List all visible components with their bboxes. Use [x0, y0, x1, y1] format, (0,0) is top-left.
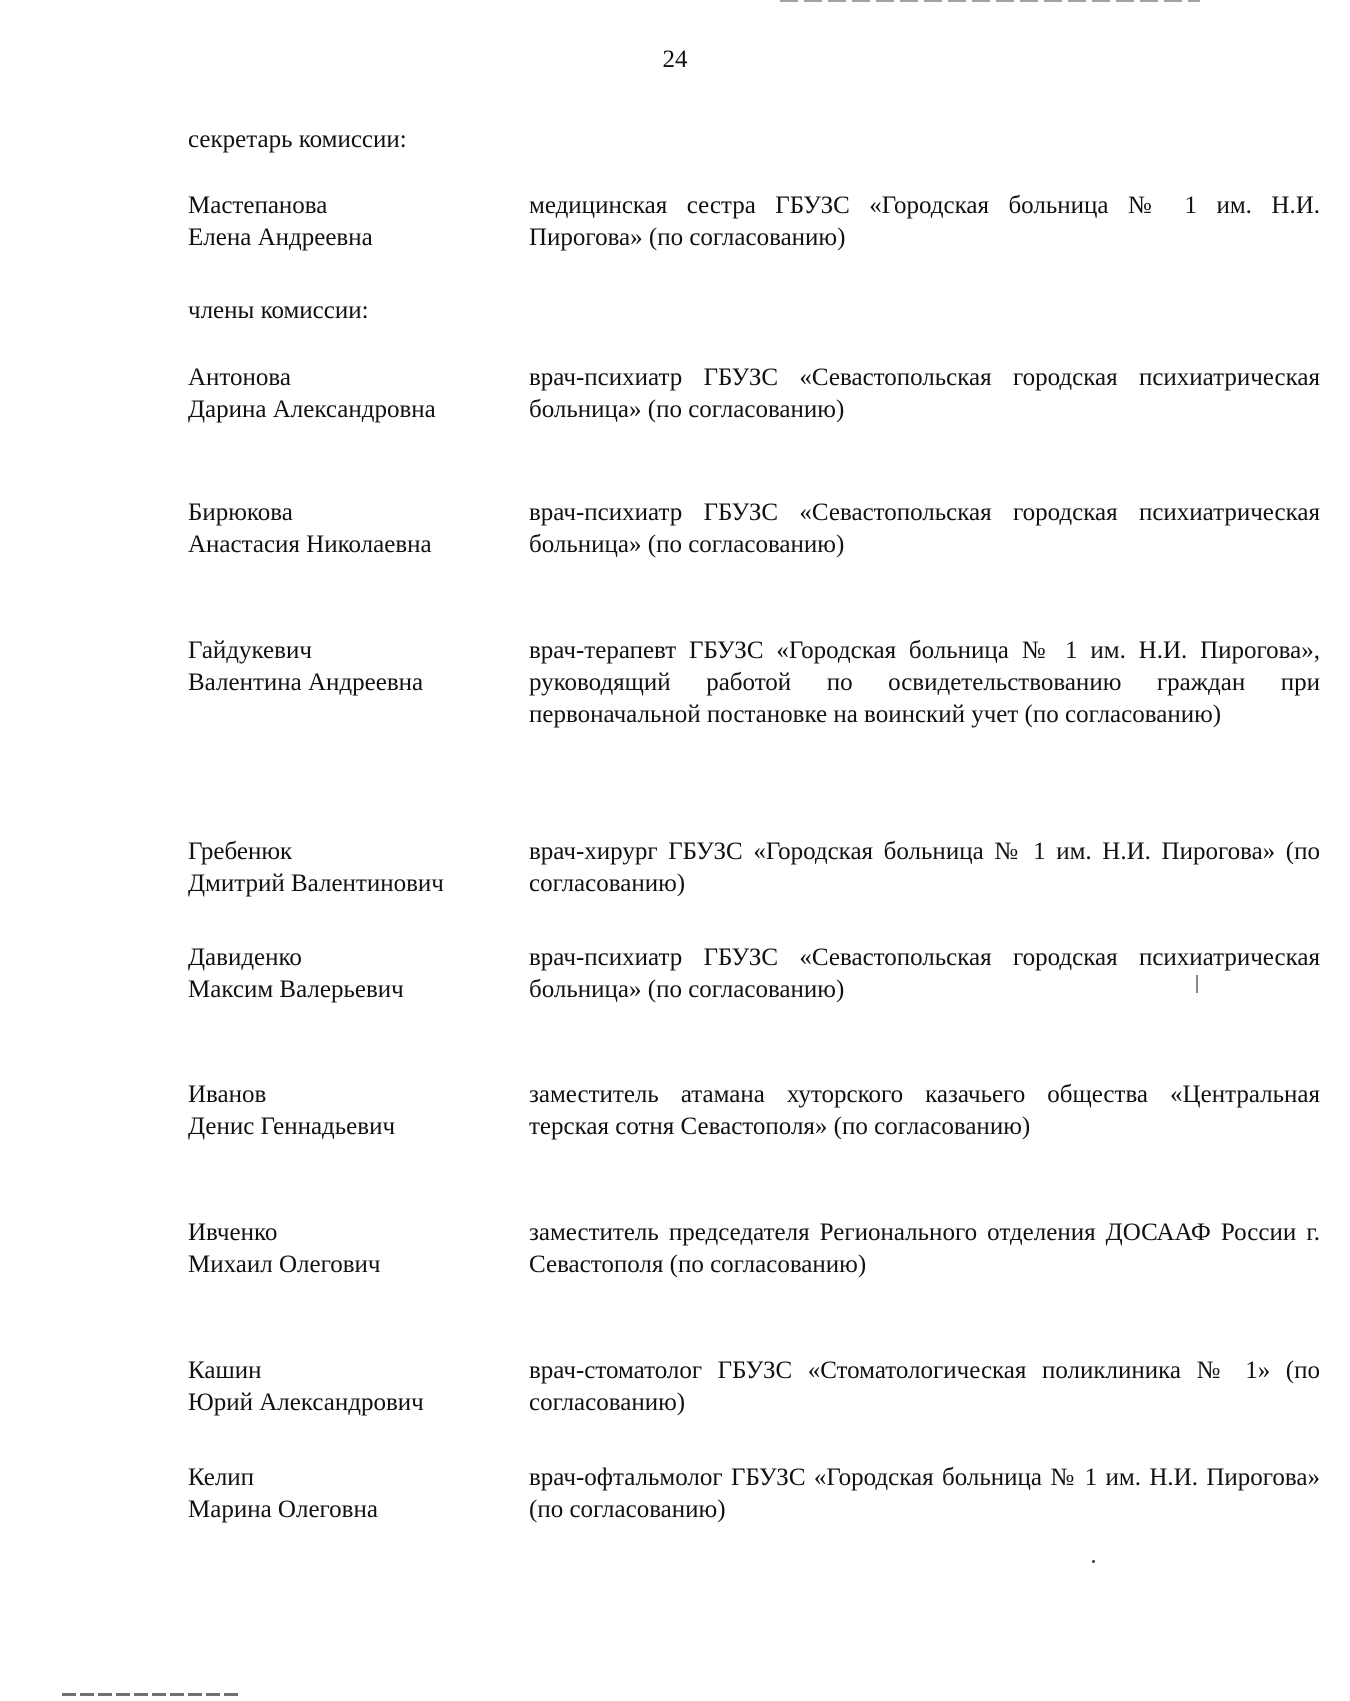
member-given-names: Валентина Андреевна: [188, 669, 424, 696]
member-given-names: Михаил Олегович: [188, 1251, 381, 1278]
member-name: [188, 190, 508, 254]
members-heading: члены комиссии:: [188, 297, 369, 324]
member-surname: Иванов: [188, 1081, 267, 1108]
member-name: [188, 1217, 508, 1281]
member-name: [188, 1462, 508, 1526]
member-name: [188, 942, 508, 1006]
member-surname: Кашин: [188, 1357, 262, 1384]
secretary-heading: секретарь комиссии:: [188, 126, 407, 153]
scan-edge-mark: [1196, 975, 1198, 993]
member-role: медицинская сестра ГБУЗС «Городская больница № 1 им. Н.И. Пирогова» (по согласованию): [529, 192, 1320, 251]
member-role: врач-психиатр ГБУЗС «Севастопольская городская психиатрическая больница» (по согласованию): [529, 499, 1320, 558]
member-given-names: Анастасия Николаевна: [188, 531, 432, 558]
member-role: врач-хирург ГБУЗС «Городская больница № 1 им. Н.И. Пирогова» (по согласованию): [529, 838, 1320, 897]
member-given-names: Денис Геннадьевич: [188, 1113, 396, 1140]
member-given-names: Юрий Александрович: [188, 1389, 424, 1416]
member-name: [188, 497, 508, 561]
member-surname: Гребенюк: [188, 838, 293, 865]
member-surname: Гайдукевич: [188, 637, 312, 664]
member-role: заместитель атамана хуторского казачьего общества «Центральная терская сотня Севастополя» (по согласованию): [529, 1081, 1320, 1140]
member-given-names: Марина Олеговна: [188, 1496, 378, 1523]
member-surname: Мастепанова: [188, 192, 328, 219]
member-role: врач-психиатр ГБУЗС «Севастопольская городская психиатрическая больница» (по согласованию): [529, 364, 1320, 423]
member-given-names: Дарина Александровна: [188, 396, 436, 423]
member-name: [188, 1079, 508, 1143]
member-role: врач-офтальмолог ГБУЗС «Городская больница № 1 им. Н.И. Пирогова» (по согласованию): [529, 1464, 1320, 1523]
member-surname: Бирюкова: [188, 499, 293, 526]
member-role: врач-психиатр ГБУЗС «Севастопольская городская психиатрическая больница» (по согласованию): [529, 944, 1320, 1003]
member-given-names: Дмитрий Валентинович: [188, 870, 444, 897]
scan-speck: [1092, 1560, 1095, 1563]
member-name: [188, 635, 508, 699]
member-name: [188, 836, 508, 900]
member-given-names: Максим Валерьевич: [188, 976, 404, 1003]
member-surname: Давиденко: [188, 944, 302, 971]
member-name: [188, 1355, 508, 1419]
member-name: [188, 362, 508, 426]
member-surname: Келип: [188, 1464, 255, 1491]
member-surname: Антонова: [188, 364, 291, 391]
member-role: заместитель председателя Регионального отделения ДОСААФ России г. Севастополя (по согласованию): [529, 1219, 1320, 1278]
member-surname: Ивченко: [188, 1219, 278, 1246]
scan-top-rule: [780, 0, 1200, 2]
member-role: врач-стоматолог ГБУЗС «Стоматологическая поликлиника № 1» (по согласованию): [529, 1357, 1320, 1416]
member-given-names: Елена Андреевна: [188, 224, 373, 251]
member-role: врач-терапевт ГБУЗС «Городская больница № 1 им. Н.И. Пирогова», руководящий работой по освидетельствованию граждан при первоначальной постановке на воинский учет (по согласованию): [529, 637, 1320, 728]
page-number: 24: [662, 46, 688, 73]
scan-bottom-rule: [62, 1693, 242, 1696]
